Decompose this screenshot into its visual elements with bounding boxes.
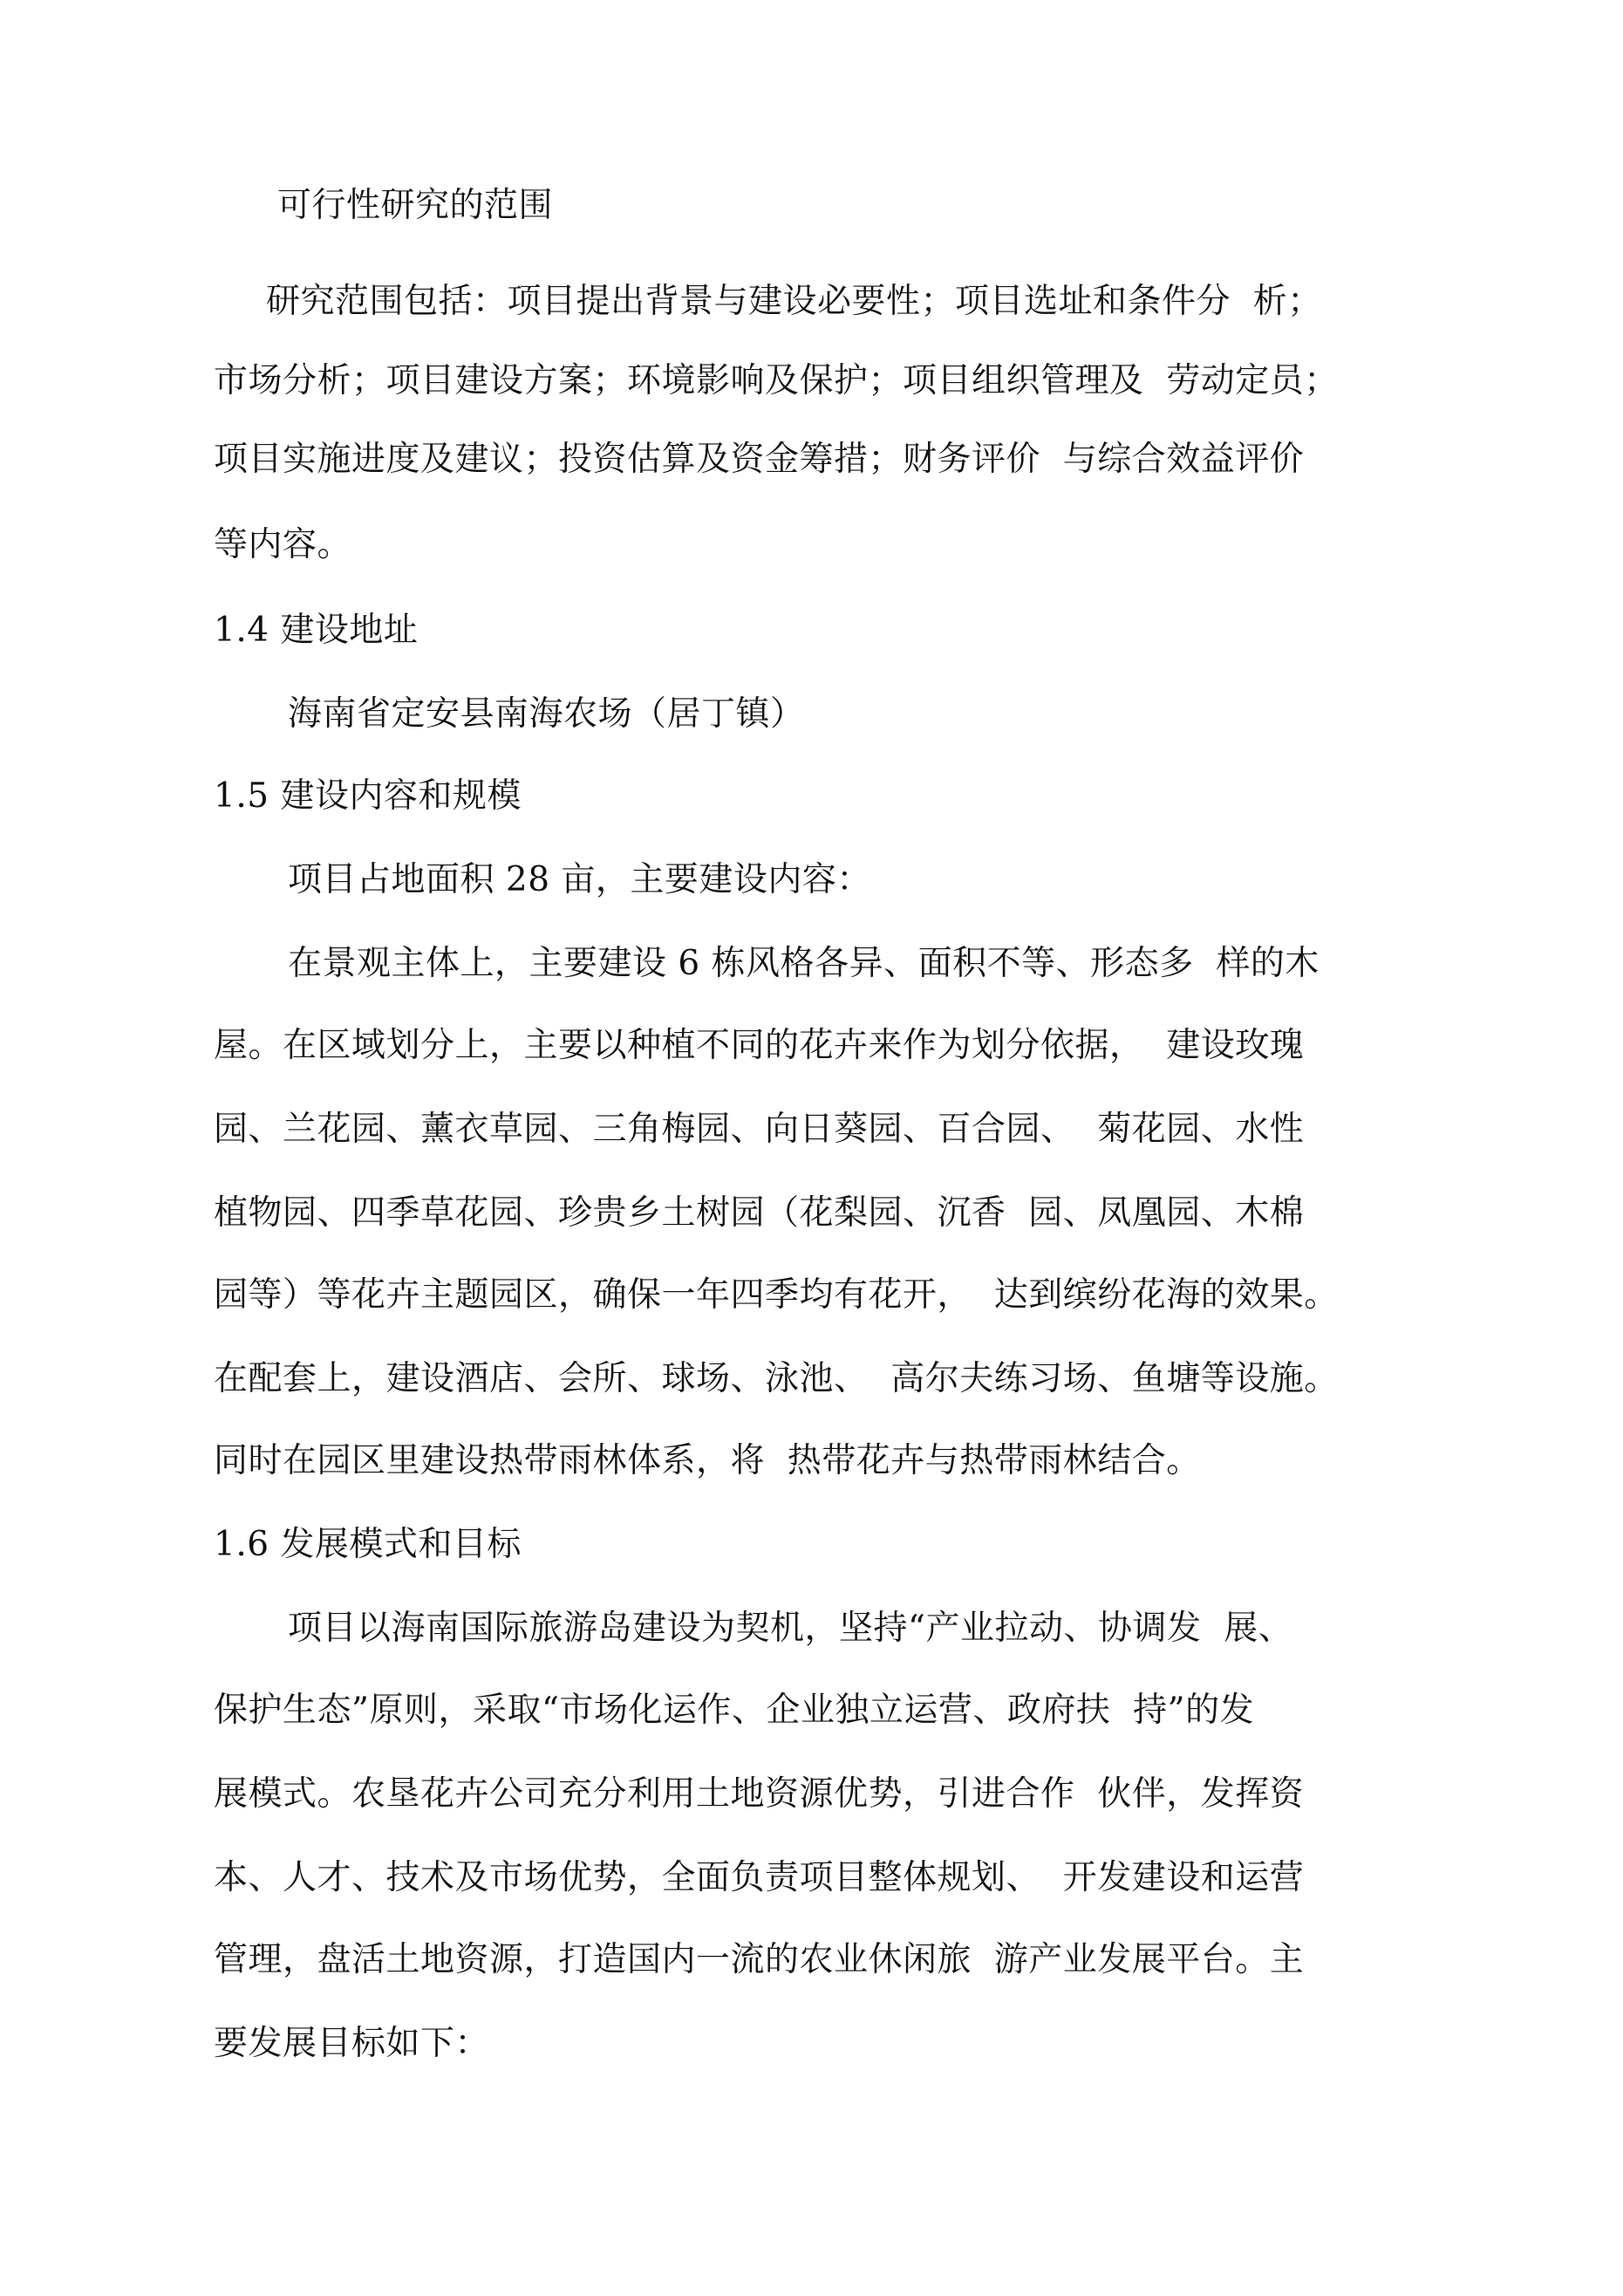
development-paragraph-line-2: 保护生态”原则，采取“市场化运作、企业独立运营、政府扶 持”的发 (214, 1691, 1255, 1730)
content-paragraph-line-6: 在配套上，建设酒店、会所、球场、泳池、 高尔夫练习场、鱼塘等设施。 (214, 1359, 1339, 1398)
development-paragraph-line-6: 要发展目标如下： (214, 2024, 490, 2063)
scope-paragraph-line-2: 市场分析；项目建设方案；环境影响及保护；项目组织管理及 劳动定员； (214, 361, 1339, 400)
scope-paragraph-line-3: 项目实施进度及建议；投资估算及资金筹措；财务评价 与综合效益评价 (214, 440, 1305, 479)
content-paragraph-line-5: 园等）等花卉主题园区，确保一年四季均有花开， 达到缤纷花海的效果。 (214, 1275, 1339, 1315)
content-paragraph-line-2: 屋。在区域划分上，主要以种植不同的花卉来作为划分依据， 建设玫瑰 (214, 1026, 1305, 1065)
scope-paragraph-line-4: 等内容。 (214, 525, 352, 564)
area-intro: 项目占地面积 28 亩，主要建设内容： (288, 860, 871, 899)
heading-1-5: 1.5 建设内容和规模 (214, 776, 522, 816)
development-paragraph-line-5: 管理，盘活土地资源，打造国内一流的农业休闲旅 游产业发展平台。主 (214, 1940, 1305, 1979)
development-paragraph-line-3: 展模式。农垦花卉公司充分利用土地资源优势，引进合作 伙伴，发挥资 (214, 1774, 1305, 1814)
content-paragraph-line-1: 在景观主体上，主要建设 6 栋风格各异、面积不等、形态多 样的木 (288, 944, 1320, 983)
development-paragraph-line-1: 项目以海南国际旅游岛建设为契机，坚持“产业拉动、协调发 展、 (288, 1609, 1293, 1648)
scope-title: 可行性研究的范围 (277, 186, 554, 225)
content-paragraph-line-4: 植物园、四季草花园、珍贵乡土树园（花梨园、沉香 园、凤凰园、木棉 (214, 1193, 1305, 1233)
development-paragraph-line-4: 本、人才、技术及市场优势，全面负责项目整体规划、 开发建设和运营 (214, 1858, 1305, 1897)
heading-1-6: 1.6 发展模式和目标 (214, 1525, 522, 1564)
content-paragraph-line-3: 园、兰花园、薰衣草园、三角梅园、向日葵园、百合园、 菊花园、水性 (214, 1110, 1305, 1149)
scope-paragraph-line-1: 研究范围包括：项目提出背景与建设必要性；项目选址和条件分 析； (266, 282, 1322, 321)
content-paragraph-line-7: 同时在园区里建设热带雨林体系，将 热带花卉与热带雨林结合。 (214, 1441, 1201, 1480)
heading-1-4: 1.4 建设地址 (214, 611, 419, 650)
address-line: 海南省定安县南海农场（居丁镇） (288, 694, 805, 734)
